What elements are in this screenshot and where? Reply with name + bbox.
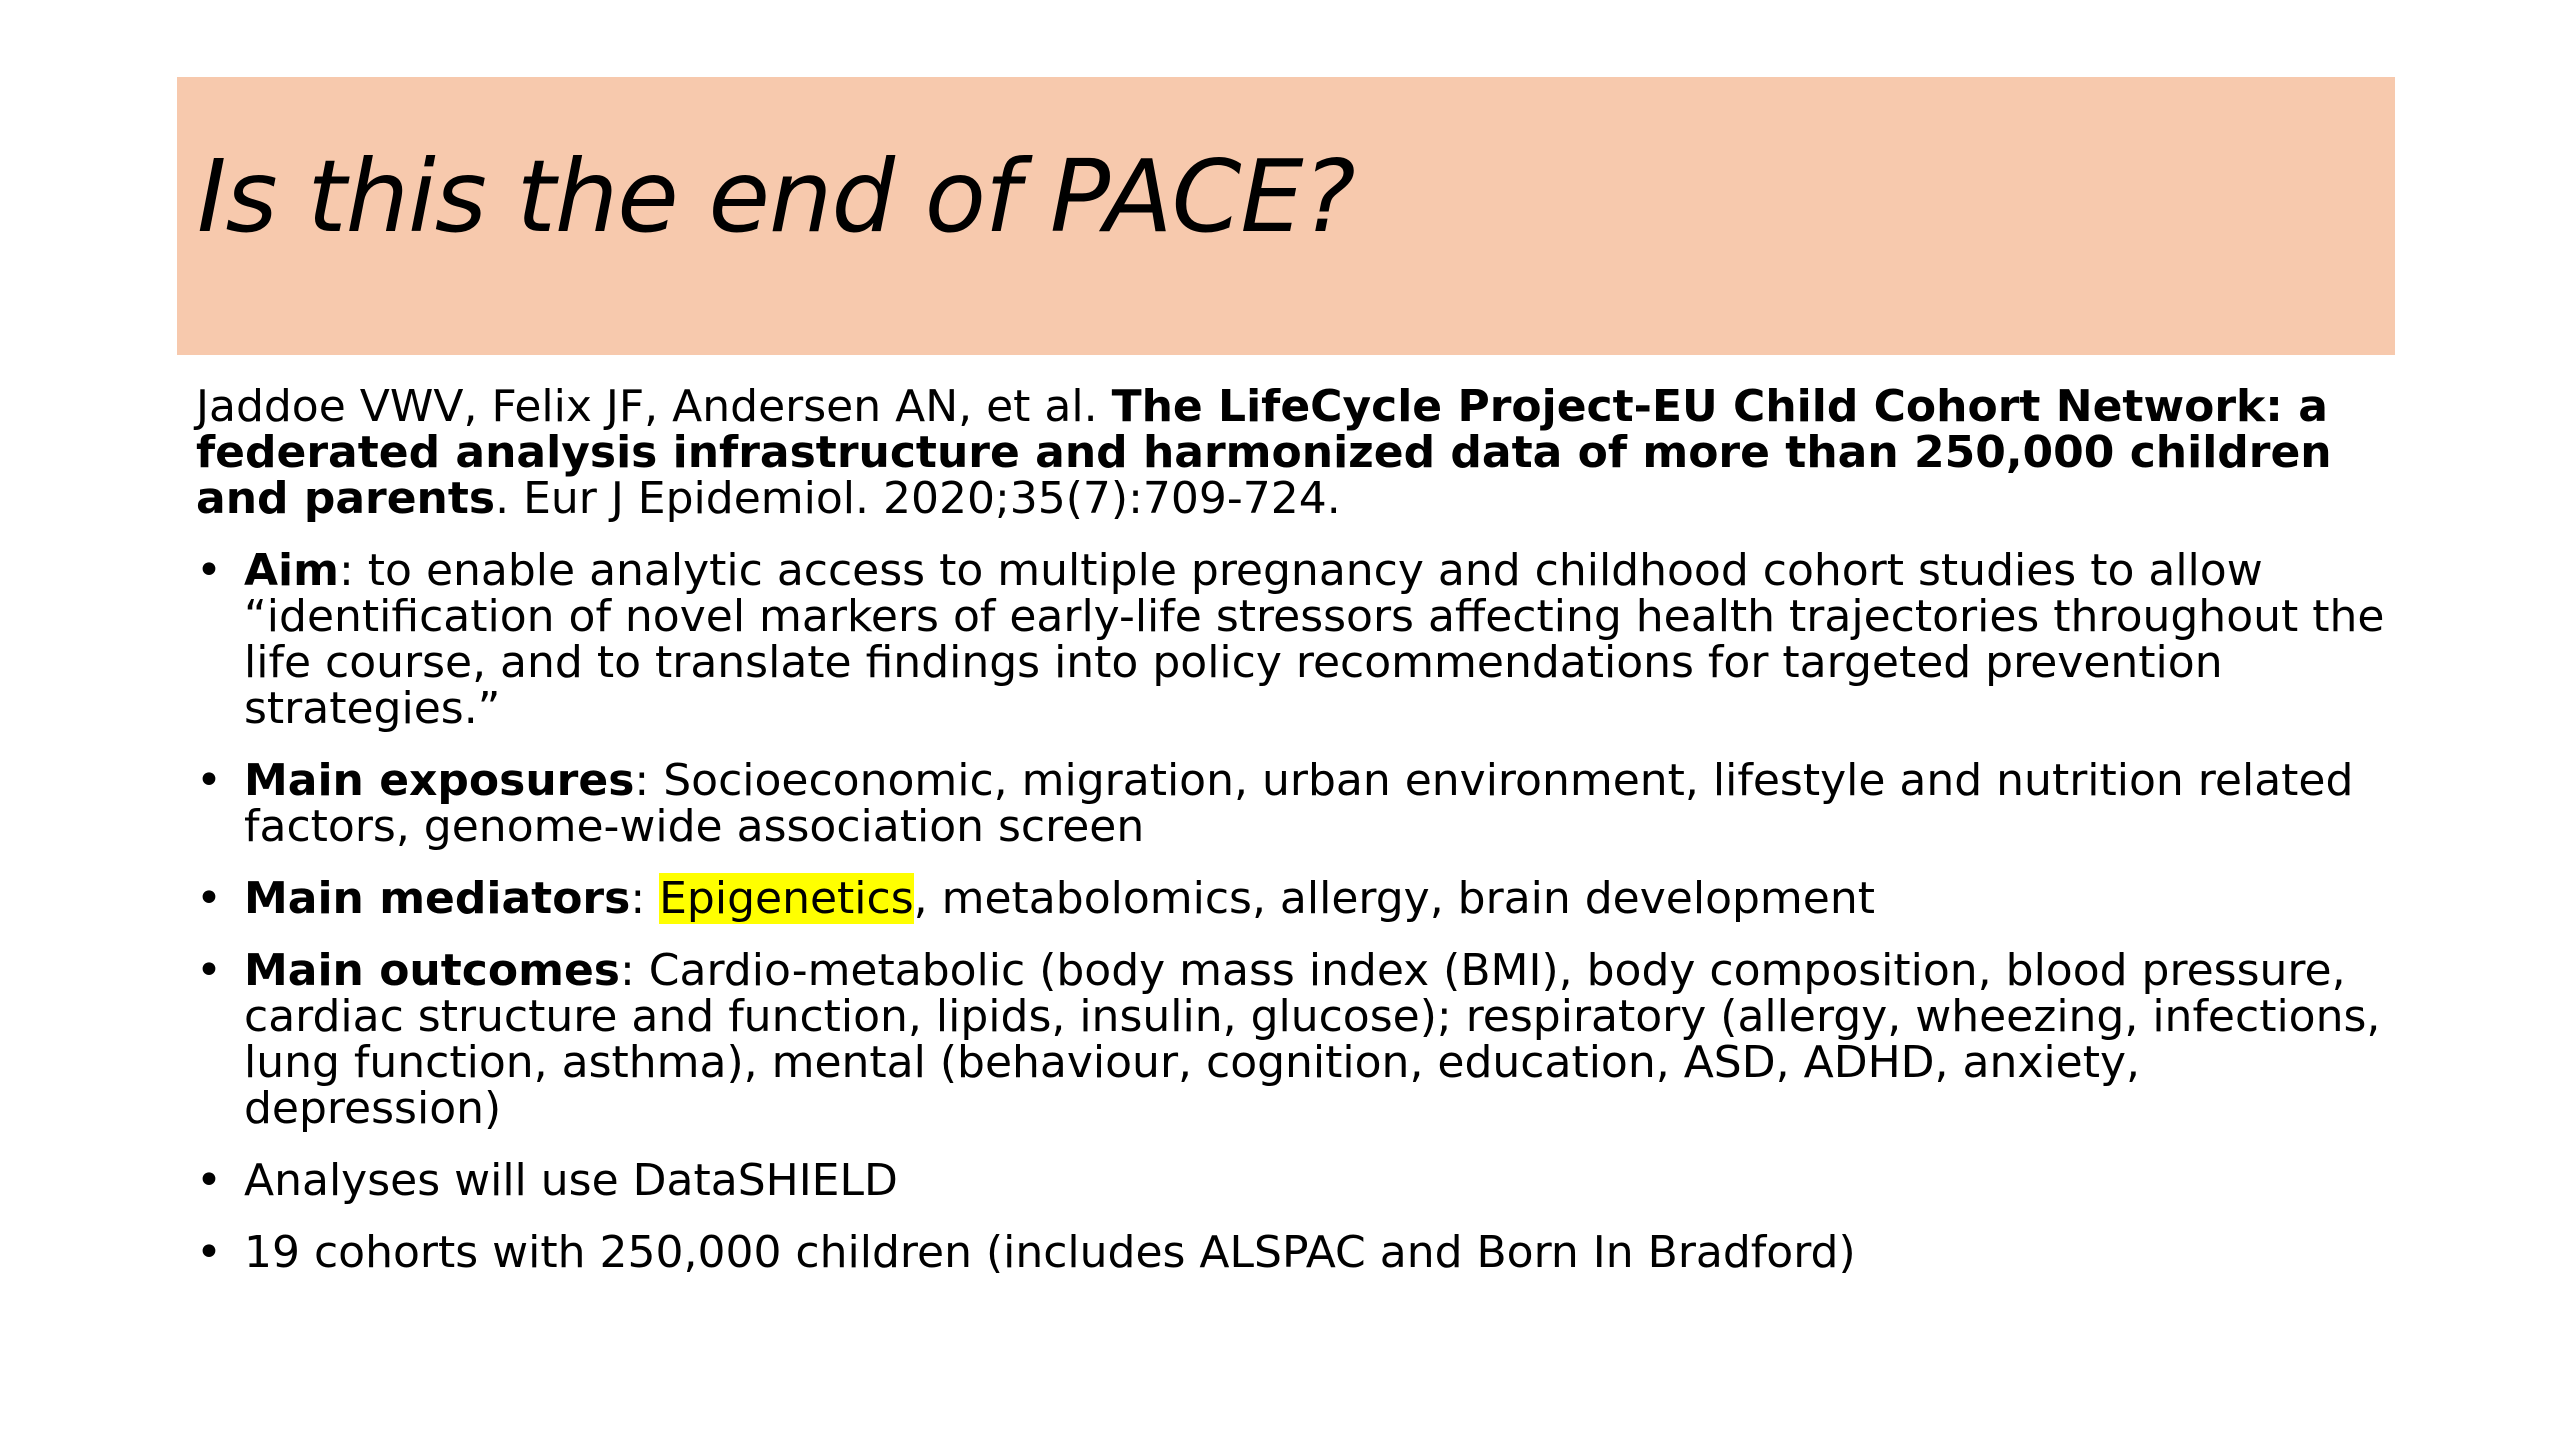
bullet-marker: • xyxy=(196,755,222,806)
bullet-mediators xyxy=(196,873,2386,924)
citation-authors: Jaddoe VWV, Felix JF, Andersen AN, et al. xyxy=(196,381,1112,432)
slide-body xyxy=(196,381,2386,1302)
bullet-outcomes-text: : Cardio-metabolic (body mass index (BMI), body composition, blood pressure, cardiac structure and function, lipids, insulin, glucose); respiratory (allergy, wheezing, infections, lung function, asthma), mental (behaviour, cognition, education, ASD, ADHD, anxiety, depression) xyxy=(244,945,2381,1134)
bullet-cohorts-text: 19 cohorts with 250,000 children (includes ALSPAC and Born In Bradford) xyxy=(244,1227,1856,1278)
bullet-exposures-text: : Socioeconomic, migration, urban environment, lifestyle and nutrition related factors, genome-wide association screen xyxy=(244,755,2354,852)
bullet-mediators-label: Main mediators xyxy=(244,873,631,924)
slide-title: Is this the end of PACE? xyxy=(197,138,1355,255)
citation-journal: . Eur J Epidemiol. 2020;35(7):709-724. xyxy=(495,473,1341,524)
bullet-outcomes-label: Main outcomes xyxy=(244,945,620,996)
bullet-mediators-text: , metabolomics, allergy, brain development xyxy=(913,873,1876,924)
bullet-outcomes xyxy=(196,945,2386,1134)
citation xyxy=(196,381,2386,524)
bullet-mediators-sep: : xyxy=(630,873,660,924)
bullet-aim xyxy=(196,545,2386,734)
citation-paper-title: The LifeCycle Project-EU Child Cohort Network: a federated analysis infrastructure and harmonized data of more than 250,000 children and parents xyxy=(196,381,2332,524)
bullet-marker: • xyxy=(196,545,222,596)
title-band xyxy=(177,77,2395,355)
bullet-analyses-text: Analyses will use DataSHIELD xyxy=(244,1155,898,1206)
bullet-analyses xyxy=(196,1155,2386,1206)
bullet-marker: • xyxy=(196,945,222,996)
bullet-list xyxy=(196,545,2386,1278)
highlighted-epigenetics: Epigenetics xyxy=(659,873,914,924)
bullet-exposures-label: Main exposures xyxy=(244,755,635,806)
bullet-exposures xyxy=(196,755,2386,852)
bullet-marker: • xyxy=(196,1155,222,1206)
bullet-marker: • xyxy=(196,873,222,924)
bullet-marker: • xyxy=(196,1227,222,1278)
bullet-cohorts xyxy=(196,1227,2386,1278)
bullet-aim-text: : to enable analytic access to multiple pregnancy and childhood cohort studies to allow “identification of novel markers of early-life stressors affecting health trajectories throughout the life course, and to translate findings into policy recommendations for targeted prevention strategies.” xyxy=(244,545,2385,734)
bullet-aim-label: Aim xyxy=(244,545,339,596)
